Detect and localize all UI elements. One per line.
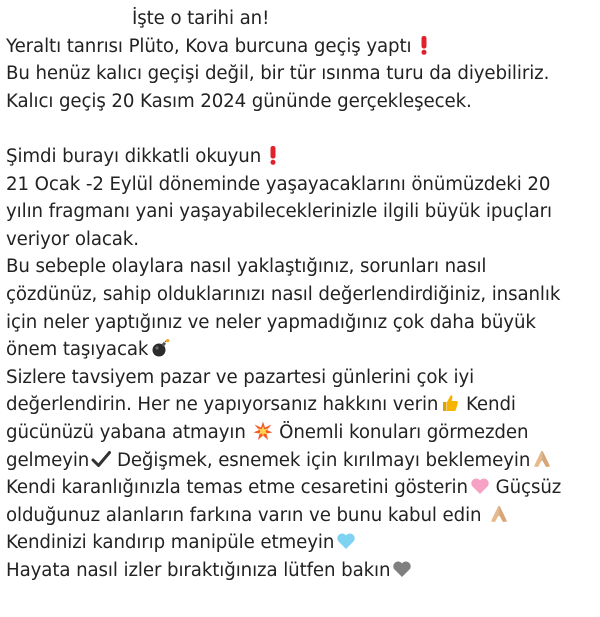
line-text: Bu henüz kalıcı geçişi değil, bir tür ısınma turu da diyebiliriz. [6,63,550,85]
line-text: Kalıcı geçiş 20 Kasım 2024 gününde gerçekleşecek. [6,90,472,112]
post-line-10 [6,253,596,281]
check-mark-icon [91,449,111,469]
red-exclamation-icon [414,35,434,55]
post-text [6,5,596,584]
post-line-18 [6,474,596,502]
post-line-11 [6,281,596,309]
post-line-21 [6,557,596,585]
pink-heart-icon [470,476,490,496]
thumbs-up-icon [440,393,460,413]
post-line-9 [6,226,596,254]
post-line-19 [6,502,596,530]
line-text: 21 Ocak -2 Eylül döneminde yaşayacaklarını önümüzdeki 20 [6,173,551,195]
post-line-16 [6,419,596,447]
line-text: Hayata nasıl izler bıraktığınıza lütfen bakın [6,559,391,581]
post-line-6 [6,143,596,171]
line-text: Bu sebeple olaylara nasıl yaklaştığınız, sorunları nasıl [6,256,487,278]
line-text: Kendinizi kandırıp manipüle etmeyin [6,532,335,554]
folded-hands-icon [532,449,552,469]
post-line-4 [6,88,596,116]
line-text: olduğunuz alanların farkına varın ve bunu kabul edin [6,504,482,526]
post-line-20 [6,529,596,557]
post-line-12 [6,309,596,337]
collision-icon [253,421,273,441]
line-text: veriyor olacak. [6,228,139,250]
line-text: yılın fragmanı yani yaşayabileceklerinizle ilgili büyük ipuçları [6,201,552,223]
line-text: değerlendirin. Her ne yapıyorsanız hakkını verin [6,394,439,416]
post-line-17 [6,447,596,475]
line-text: gücünüzü yabana atmayın [6,421,246,443]
line-text: Şimdi burayı dikkatli okuyun [6,145,262,167]
line-text: için neler yaptığınız ve neler yapmadığınız çok daha büyük [6,311,536,333]
post-line-13 [6,336,596,364]
light-blue-heart-icon [336,531,356,551]
line-text: Önemli konuları görmezden [279,421,529,443]
grey-heart-icon [392,559,412,579]
line-text: gelmeyin [6,449,90,471]
post-line-14 [6,364,596,392]
line-text: önem taşıyacak [6,339,149,361]
line-text: çözdünüz, sahip olduklarınızı nasıl değerlendirdiğiniz, insanlık [6,283,561,305]
post-line-3 [6,60,596,88]
post-line-2 [6,33,596,61]
line-text: Değişmek, esnemek için kırılmayı beklemeyin [116,449,531,471]
red-exclamation-icon [263,145,283,165]
line-text: Yeraltı tanrısı Plüto, Kova burcuna geçiş yaptı [6,35,412,57]
post-heading: İşte o tarihi an! [132,8,270,29]
folded-hands-icon [489,504,509,524]
post-line-1 [6,5,596,33]
post-line-7 [6,171,596,199]
line-text: Sizlere tavsiyem pazar ve pazartesi günlerini çok iyi [6,366,475,388]
line-text: Kendi karanlığınızla temas etme cesaretini gösterin [6,477,468,499]
blank-line [6,115,596,143]
line-text: Kendi [466,394,516,416]
bomb-icon [150,338,170,358]
line-text: Güçsüz [495,477,562,499]
post-line-8 [6,198,596,226]
post-line-15 [6,391,596,419]
